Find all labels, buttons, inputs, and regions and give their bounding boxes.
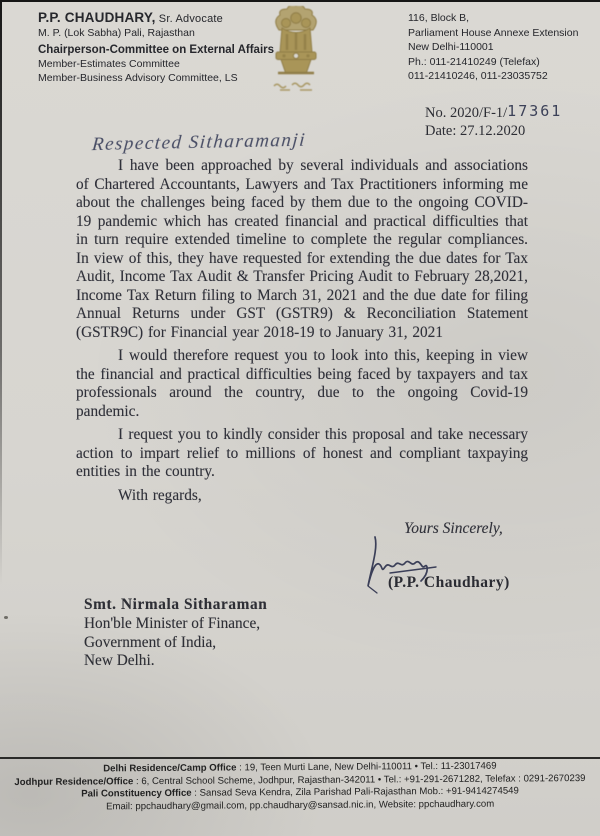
reference-handwritten-number: 17361 (507, 102, 563, 120)
sender-name-bold: P.P. CHAUDHARY, (38, 10, 156, 25)
sender-title: Sr. Advocate (155, 13, 223, 25)
address-line: Parliament House Annexe Extension (408, 26, 579, 39)
sender-designation: M. P. (Lok Sabha) Pali, Rajasthan (38, 27, 195, 39)
satyameva-jayate-motto-icon (274, 83, 312, 90)
scan-edge-top (0, 0, 600, 2)
state-emblem-of-india-icon (264, 6, 328, 103)
with-regards-line: With regards, (118, 486, 202, 504)
footer-label: Jodhpur Residence/Office (14, 775, 134, 788)
signatory-name: (P.P. Chaudhary) (388, 574, 510, 591)
recipient-name: Smt. Nirmala Sitharaman (84, 596, 268, 613)
recipient-line: New Delhi. (84, 652, 155, 670)
closing-yours-sincerely: Yours Sincerely, (404, 520, 503, 537)
sender-committee-3: Member-Business Advisory Committee, LS (38, 72, 238, 84)
letter-date: Date: 27.12.2020 (425, 123, 526, 139)
ashoka-lion-capital-icon (266, 6, 326, 98)
recipient-line: Government of India, (84, 633, 217, 651)
sender-address-block (408, 11, 578, 84)
address-line: 011-21410246, 011-23035752 (408, 70, 548, 83)
sender-name (38, 10, 274, 25)
footer-label: Delhi Residence/Camp Office (103, 762, 237, 775)
body-paragraph-1: I have been approached by several individuals and associations of Chartered Accountants, Lawyers and Tax Practitioners informing me about the challenges being faced by them due to the ongoing COVID-19 pandemic which has created financial and practical difficulties that in turn require extended timeline to complete the regular compliances. In view of this, they have requested for extending the due dates for Tax Audit, Income Tax Audit & Transfer Pricing Audit to February 28,2021, Income Tax Return filing to March 31, 2021 and the due date for filing Annual Returns under GST (GSTR9) & Reconciliation Statement (GSTR9C) for Financial year 2018-19 to January 31, 2021 (76, 157, 528, 341)
footer-text: : Sansad Seva Kendra, Zila Parishad Pali-Rajasthan Mob.: +91-9414274549 (191, 785, 519, 799)
handwritten-salutation: Respected Sitharamanji (91, 129, 307, 156)
scan-edge-left (0, 0, 2, 585)
sender-committee-2: Member-Estimates Committee (38, 58, 180, 70)
reference-number (425, 103, 562, 122)
reference-block (425, 103, 562, 140)
footer-divider (0, 757, 600, 759)
reference-prefix: No. 2020/F-1/ (425, 105, 508, 121)
address-line: Ph.: 011-21410249 (Telefax) (408, 55, 540, 68)
recipient-line: Hon'ble Minister of Finance, (84, 614, 261, 632)
footer-label: Pali Constituency Office (81, 787, 192, 800)
sender-committee-1: Chairperson-Committee on External Affairs (38, 44, 275, 56)
address-line: 116, Block B, (408, 12, 470, 24)
body-paragraph-3: I request you to kindly consider this proposal and take necessary action to impart relief to millions of honest and compliant taxpaying entities in the country. (76, 426, 528, 480)
body-paragraph-2: I would therefore request you to look into this, keeping in view the financial and practical difficulties being faced by taxpayers and tax professionals around the country, due to the ongoing Covid-19 pandemic. (76, 347, 528, 420)
sender-letterhead (38, 10, 274, 84)
footer-text: : 6, Central School Scheme, Jodhpur, Rajasthan-342011 • Tel.: +91-291-2671282, Telefax : 0291-2670239 (133, 772, 586, 787)
letter-body (76, 157, 528, 510)
footer-text: : 19, Teen Murti Lane, New Delhi-110011 • Tel.: 11-23017469 (236, 760, 497, 774)
footer-text: ppchaudhary@gmail.com, pp.chaudhary@sansad.nic.in, Website: ppchaudhary.com (132, 798, 495, 812)
address-line: New Delhi-110001 (408, 41, 494, 54)
footer-offices (0, 760, 600, 815)
scan-speck (4, 616, 8, 619)
recipient-block (84, 596, 267, 671)
footer-label: Email: (106, 800, 133, 813)
